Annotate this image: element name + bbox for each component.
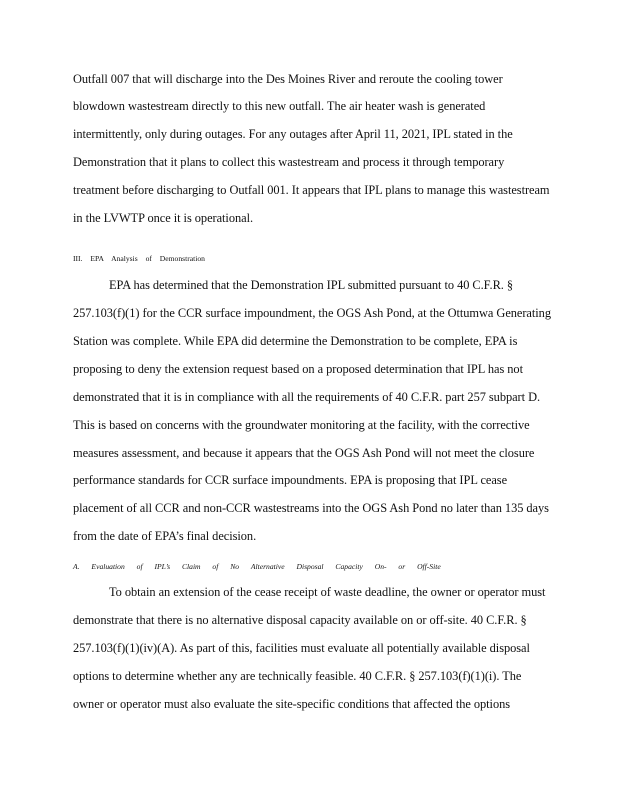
paragraph-line: 257.103(f)(1) for the CCR surface impoundment, the OGS Ash Pond, at the Ottumwa Generating	[73, 306, 551, 320]
paragraph-line: proposing to deny the extension request based on a proposed determination that IPL has not	[73, 362, 523, 376]
paragraph-line: blowdown wastestream directly to this new outfall. The air heater wash is generated	[73, 99, 486, 113]
paragraph-line: Station was complete. While EPA did determine the Demonstration to be complete, EPA is	[73, 334, 518, 348]
paragraph-line: options to determine whether any are technically feasible. 40 C.F.R. § 257.103(f)(1)(i). The	[73, 669, 522, 683]
paragraph-line: measures assessment, and because it appears that the OGS Ash Pond will not meet the closure	[73, 446, 535, 460]
paragraph-line: demonstrate that there is no alternative disposal capacity available on or off-site. 40 C.F.R. §	[73, 613, 527, 627]
section-heading: III. EPA Analysis of Demonstration	[73, 254, 205, 263]
paragraph-line: treatment before discharging to Outfall 001. It appears that IPL plans to manage this wastestream	[73, 183, 550, 197]
paragraph-line: 257.103(f)(1)(iv)(A). As part of this, facilities must evaluate all potentially available disposal	[73, 641, 530, 655]
paragraph-line: Demonstration that it plans to collect this wastestream and process it through temporary	[73, 155, 505, 169]
paragraph-line: from the date of EPA’s final decision.	[73, 529, 257, 543]
paragraph-line: performance standards for CCR surface impoundments. EPA is proposing that IPL cease	[73, 473, 508, 487]
subsection-heading: A. Evaluation of IPL’s Claim of No Alternative Disposal Capacity On- or Off-Site	[73, 562, 441, 571]
paragraph-line: To obtain an extension of the cease receipt of waste deadline, the owner or operator must	[109, 585, 546, 599]
paragraph-line: Outfall 007 that will discharge into the Des Moines River and reroute the cooling tower	[73, 72, 503, 86]
paragraph-line: EPA has determined that the Demonstration IPL submitted pursuant to 40 C.F.R. §	[109, 278, 514, 292]
paragraph-line: in the LVWTP once it is operational.	[73, 211, 254, 225]
paragraph-line: intermittently, only during outages. For any outages after April 11, 2021, IPL stated in the	[73, 127, 513, 141]
paragraph-line: This is based on concerns with the groundwater monitoring at the facility, with the corrective	[73, 418, 530, 432]
paragraph-line: demonstrated that it is in compliance with all the requirements of 40 C.F.R. part 257 subpart D.	[73, 390, 541, 404]
paragraph-line: owner or operator must also evaluate the site-specific conditions that affected the options	[73, 697, 511, 711]
paragraph-line: placement of all CCR and non-CCR wastestreams into the OGS Ash Pond no later than 135 days	[73, 501, 549, 515]
